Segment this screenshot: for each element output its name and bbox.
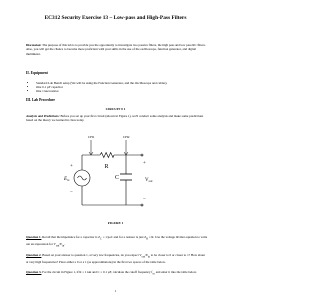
equipment-item: • One 0.1 µF capacitor bbox=[36, 85, 211, 89]
analysis-text: Before you set up your first circuit (shown in Figure 1), we'll conduct some analysis and make some predictions based on the theory we learned in class today. bbox=[26, 114, 204, 123]
question-2: Question 2. Based on your answer to question 1, at very low frequencies, do you expect $V_{out}/E_{in}$ to be closer to 0 or closer to 1? How about at very high frequencies? Place either a 0 or a 1 (as approximations) in the first two spaces of the table below. bbox=[26, 253, 205, 264]
ch1-label: CH1 bbox=[88, 135, 95, 139]
equipment-heading: II. Equipment bbox=[26, 71, 48, 75]
output-plus-label: + bbox=[143, 161, 146, 166]
resistor-label: R bbox=[104, 164, 109, 170]
document-title: EC312 Security Exercise 13 – Low-pass and High-Pass Filters bbox=[44, 15, 187, 21]
circuit-wires bbox=[82, 154, 143, 206]
question-1: Question 1. Recall that the impedance for a capacitor is $Z_C = 1/j\omega C$ and for a resistor is just $Z_R = R$. Use the voltage divider equation to write out an expression for $V_{out}/E_{in}$. bbox=[26, 235, 208, 248]
equipment-item: • One 1 kΩ resistor bbox=[36, 89, 211, 93]
resistor-icon bbox=[100, 153, 114, 158]
capacitor-label: C bbox=[115, 175, 120, 181]
ch2-label: CH2 bbox=[123, 135, 130, 139]
analysis-label: Analysis and Predictions: bbox=[26, 114, 60, 118]
question-3-label: Question 3. bbox=[26, 270, 42, 274]
source-minus-label: − bbox=[70, 190, 73, 195]
discussion-label: Discussion: bbox=[26, 43, 42, 47]
question-3: Question 3. For the circuit in Figure 1, if R = 1 kΩ and C = 0.1 µF, calculate the cutoff frequency $f_{co}$ and enter it into the table below. bbox=[26, 270, 197, 276]
question-1-label: Question 1. bbox=[26, 235, 42, 239]
circuit-diagram bbox=[64, 133, 156, 217]
figure-caption: FIGURE 1 bbox=[107, 221, 124, 225]
discussion-paragraph bbox=[26, 43, 208, 56]
voltage-source-icon bbox=[74, 170, 90, 186]
source-plus-label: + bbox=[70, 164, 73, 169]
question-2-label: Question 2. bbox=[26, 253, 42, 257]
output-minus-label: − bbox=[143, 197, 146, 202]
circuit-title: CIRCUIT # 1 bbox=[105, 107, 126, 111]
procedure-heading: III. Lab Procedure bbox=[26, 98, 55, 102]
capacitor-icon bbox=[120, 174, 132, 180]
discussion-text: The purpose of this lab is to provide you the opportunity to investigate two passive filters, the high pass and low pass RC filters. Also, you will get the chance to become more proficient with your skills in the use of the oscilloscope, function generator, and digital multimeter. bbox=[26, 43, 206, 56]
source-label: $E_{in}$ bbox=[64, 177, 70, 183]
page-number: 1 bbox=[114, 289, 117, 293]
ch1-probe-icon bbox=[89, 140, 93, 155]
ch2-probe-icon bbox=[124, 140, 128, 155]
output-label: $V_{out}$ bbox=[145, 178, 153, 184]
analysis-paragraph bbox=[26, 114, 208, 123]
equipment-list bbox=[30, 81, 211, 94]
equipment-item: • Standard Lab Bench setup (We will be using the Function Generator, and the Oscilloscope and cables). bbox=[36, 81, 211, 85]
